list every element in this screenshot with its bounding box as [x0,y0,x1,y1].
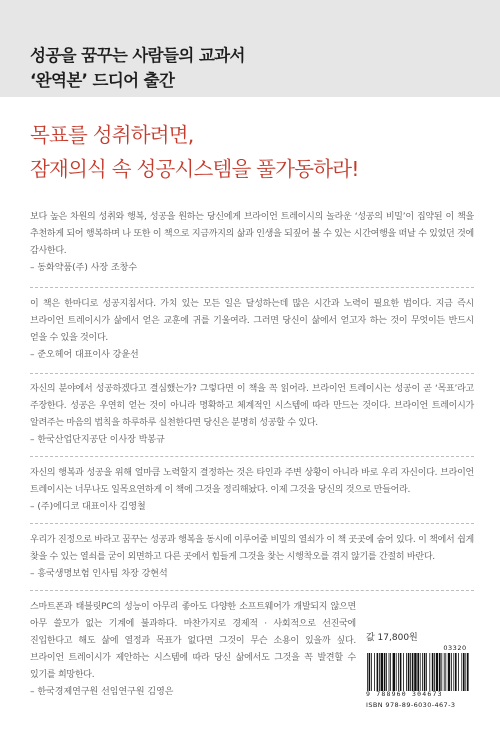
barcode-digits: 9 788960 304673 [366,690,443,698]
quote-block [30,599,356,699]
divider [30,590,474,591]
price-label: 값 17,800원 [366,633,418,643]
quote-text: 자신의 분야에서 성공하겠다고 결심했는가? 그렇다면 이 책을 꼭 읽어라. 브라이언 트레이시는 성공이 곧 ‘목표’라고 주장한다. 성공은 우연히 얻는 것이 아니라 명확하고 체계적인 시스템에 따라 만드는 것이다. 브라이언 트레이시가 알려주는 마음의 법칙을 하루하루 실천한다면 당신은 분명히 성공할 수 있다. [30,384,474,428]
quote-source: – (주)에디코 대표이사 김영철 [30,502,146,512]
quote-text: 우리가 진정으로 바라고 꿈꾸는 성공과 행복을 동시에 이루어줄 비밀의 열쇠가 이 책 곳곳에 숨어 있다. 이 책에서 쉽게 찾을 수 있는 열쇠를 굳이 외면하고 다른 곳에서 힘들게 그것을 찾는 시행착오를 겪지 않기를 간절히 바란다. [30,535,474,562]
quote-source: – 흥국생명보험 인사팀 차장 강현석 [30,569,168,579]
headline-line-1: 목표를 성취하려면, [30,123,194,147]
quote-source: – 한국산업단지공단 이사장 박봉규 [30,435,165,445]
header-band [0,0,500,97]
quote-text: 이 책은 한마디로 성공지침서다. 가치 있는 모든 일은 달성하는데 많은 시간과 노력이 필요한 법이다. 지금 즉시 브라이언 트레이시가 삶에서 얻은 교훈에 귀를 기울여라. 그러면 당신이 삶에서 얻고자 하는 것이 무엇이든 반드시 얻을 수 있을 것이다. [30,299,474,343]
divider [30,287,474,288]
quote-text: 자신의 행복과 성공을 위해 얼마큼 노력할지 결정하는 것은 타인과 주변 상황이 아니라 바로 우리 자신이다. 브라이언 트레이시는 너무나도 일목요연하게 이 책에 그것을 정리해놨다. 이제 그것을 당신의 것으로 만들어라. [30,468,474,495]
quote-source: – 한국경제연구원 선임연구원 김영은 [30,687,174,697]
barcode-image [366,653,470,691]
isbn-label: ISBN 978-89-6030-467-3 [366,701,456,709]
header-line-2: ‘완역본’ 드디어 출간 [30,71,175,90]
quote-text: 보다 높은 차원의 성취와 행복, 성공을 원하는 당신에게 브라이언 트레이시의 놀라운 ‘성공의 비밀’이 집약된 이 책을 추천하게 되어 행복하며 나 또한 이 책으로 지금까지의 삶과 인생을 되짚어 볼 수 있는 시간여행을 떠날 수 있었던 것에 감사한다. [30,212,474,256]
quote-text: 스마트폰과 태블릿PC의 성능이 아무리 좋아도 다양한 소프트웨어가 개발되지 않으면 아무 쓸모가 없는 기계에 불과하다. 마찬가지로 경제적 · 사회적으로 선진국에 진입한다고 해도 삶에 열정과 목표가 없다면 그것이 무슨 소용이 있을까 싶다. 브라이언 트레이시가 제안하는 시스템에 따라 당신 삶에서도 그것을 꼭 발견할 수 있기를 희망한다. [30,602,356,680]
barcode-addon: 03320 [443,644,467,652]
header-line-1: 성공을 꿈꾸는 사람들의 교과서 [30,46,245,65]
quote-block [30,532,474,581]
quote-block [30,209,474,275]
quote-block [30,465,474,514]
quote-block [30,381,474,447]
headline-line-2: 잠재의식 속 성공시스템을 풀가동하라! [30,157,359,181]
divider [30,373,474,374]
quote-source: – 준오헤어 대표이사 강윤선 [30,350,139,360]
divider [30,456,474,457]
quote-block [30,296,474,362]
divider [30,523,474,524]
quote-source: – 동화약품(주) 사장 조창수 [30,263,138,273]
